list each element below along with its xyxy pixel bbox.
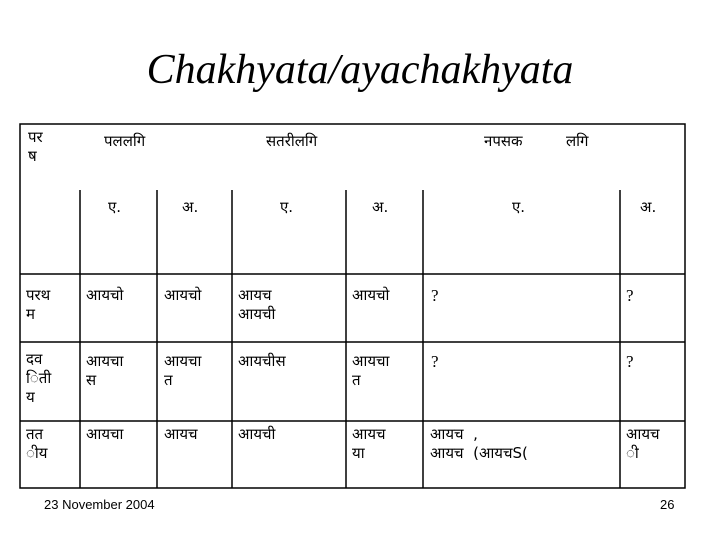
header-plural: अ. [372, 198, 389, 216]
table-cell: आयचीस [238, 352, 286, 370]
header-person: पर ष [28, 128, 43, 165]
table-cell: आयच या [352, 425, 386, 462]
table-cell: ? [626, 352, 634, 371]
table-cell: ? [626, 286, 634, 305]
table-cell: आयचा त [352, 352, 390, 389]
page-number: 26 [660, 497, 675, 512]
header-masculine: पललगि [104, 132, 146, 150]
table-cell: आयच आयची [238, 286, 276, 323]
table-cell: आयची [238, 425, 276, 443]
table-cell: आयचो [86, 286, 124, 304]
table-cell: आयचा स [86, 352, 124, 389]
table-cell: आयच , आयच (आयचS( [430, 425, 528, 462]
table-cell: ? [431, 286, 439, 305]
table-cell: आयच [164, 425, 198, 443]
table-cell: आयच ी [626, 425, 660, 462]
table-cell: आयचा [86, 425, 124, 443]
footer-date: 23 November 2004 [44, 497, 155, 512]
row-person-label: परथ म [26, 286, 51, 323]
header-singular: ए. [108, 198, 122, 216]
header-neuter: नपसक [484, 132, 523, 150]
header-plural: अ. [640, 198, 657, 216]
header-neuter-suffix: लगि [566, 132, 589, 150]
row-person-label: दव िती य [26, 350, 52, 406]
table-cell: आयचो [164, 286, 202, 304]
table-cell: आयचा त [164, 352, 202, 389]
header-plural: अ. [182, 198, 199, 216]
slide-title: Chakhyata/ayachakhyata [146, 47, 574, 93]
table-cell: ? [431, 352, 439, 371]
header-singular: ए. [280, 198, 294, 216]
row-person-label: तत ीय [26, 425, 48, 462]
header-feminine: सतरीलगि [266, 132, 318, 150]
header-singular: ए. [512, 198, 526, 216]
table-cell: आयचो [352, 286, 390, 304]
